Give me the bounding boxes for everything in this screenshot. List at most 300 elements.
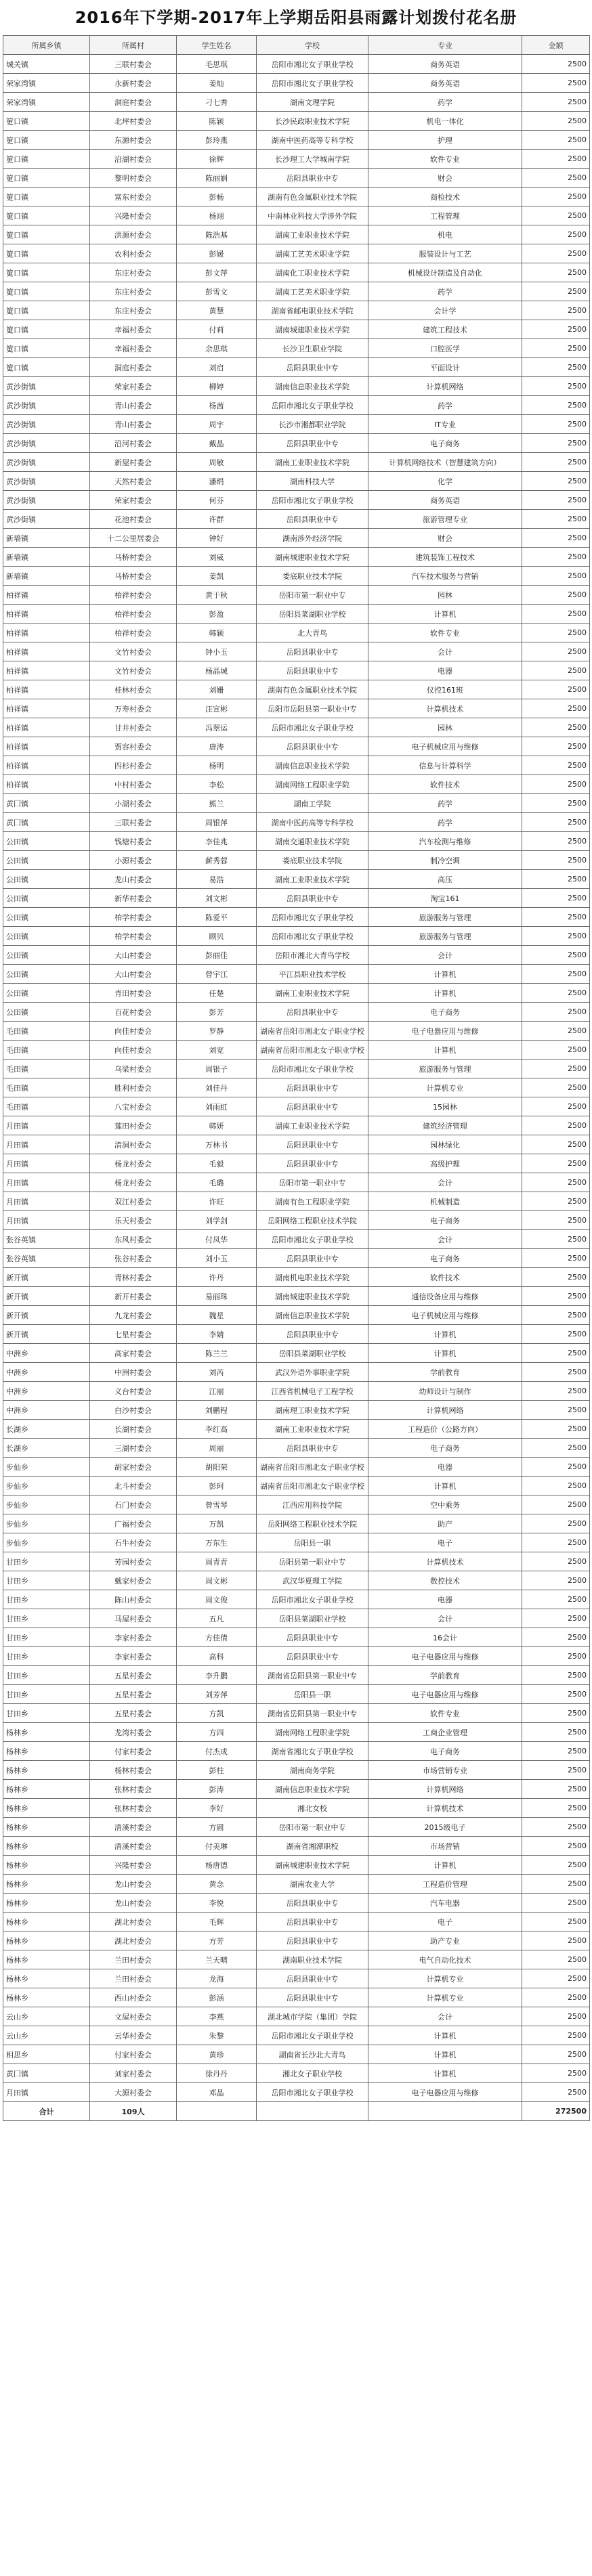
- cell-student-name: 杨翊: [177, 206, 257, 225]
- cell-amount: 2500: [522, 1894, 590, 1913]
- cell-amount: 2500: [522, 984, 590, 1003]
- cell-township: 公田镇: [3, 1003, 90, 1022]
- cell-school: 湖南网络工程职业学院: [257, 1723, 368, 1742]
- cell-major: 会计学: [368, 301, 522, 320]
- cell-major: 建筑装饰工程技术: [368, 548, 522, 567]
- cell-amount: 2500: [522, 244, 590, 263]
- table-row: [3, 1875, 590, 1894]
- cell-amount: 2500: [522, 1116, 590, 1135]
- cell-major: 商务英语: [368, 491, 522, 510]
- cell-township: 筻口镇: [3, 339, 90, 358]
- table-row: [3, 358, 590, 377]
- cell-major: 园林: [368, 718, 522, 737]
- table-row: [3, 1135, 590, 1154]
- cell-major: 助产: [368, 1514, 522, 1533]
- cell-school: 岳阳县一职: [257, 1685, 368, 1704]
- cell-township: 杨林乡: [3, 1931, 90, 1950]
- cell-student-name: 兰天晴: [177, 1950, 257, 1969]
- cell-school: 岳阳市湘北女子职业学校: [257, 491, 368, 510]
- cell-major: 平面设计: [368, 358, 522, 377]
- cell-township: 筻口镇: [3, 301, 90, 320]
- cell-school: 娄底职业技术学院: [257, 567, 368, 586]
- table-row: [3, 1723, 590, 1742]
- cell-student-name: 刘芮: [177, 1363, 257, 1382]
- table-row: [3, 661, 590, 680]
- cell-village: 义台村委会: [90, 1382, 177, 1401]
- cell-village: 刘家村委会: [90, 2064, 177, 2083]
- cell-amount: 2500: [522, 775, 590, 794]
- table-row: [3, 1363, 590, 1382]
- cell-township: 公田镇: [3, 908, 90, 927]
- page-title: 2016年下学期-2017年上学期岳阳县雨露计划拨付花名册: [75, 8, 517, 27]
- cell-major: 计算机: [368, 1344, 522, 1363]
- cell-amount: 2500: [522, 1969, 590, 1988]
- cell-school: 岳阳县职业中专: [257, 1097, 368, 1116]
- cell-major: 计算机技术: [368, 1552, 522, 1571]
- cell-student-name: 曾雪琴: [177, 1496, 257, 1514]
- cell-student-name: 柳婷: [177, 377, 257, 396]
- table-row: [3, 1552, 590, 1571]
- table-row: [3, 150, 590, 169]
- cell-major: 计算机网络: [368, 1401, 522, 1420]
- cell-amount: 2500: [522, 415, 590, 434]
- cell-school: 江西应用科技学院: [257, 1496, 368, 1514]
- cell-village: 北斗村委会: [90, 1477, 177, 1496]
- cell-village: 五星村委会: [90, 1685, 177, 1704]
- cell-amount: 2500: [522, 1060, 590, 1078]
- cell-township: 甘田乡: [3, 1609, 90, 1628]
- cell-village: 青山村委会: [90, 396, 177, 415]
- cell-amount: 2500: [522, 813, 590, 832]
- cell-township: 中洲乡: [3, 1363, 90, 1382]
- cell-village: 柏祥村委会: [90, 586, 177, 605]
- cell-student-name: 李红高: [177, 1420, 257, 1439]
- table-row: [3, 1097, 590, 1116]
- cell-village: 湖北村委会: [90, 1913, 177, 1931]
- cell-major: 商务英语: [368, 74, 522, 93]
- cell-student-name: 龙海: [177, 1969, 257, 1988]
- table-row: [3, 1913, 590, 1931]
- cell-school: 湖南工业职业技术学院: [257, 225, 368, 244]
- cell-major: 药学: [368, 813, 522, 832]
- cell-township: 黄沙街镇: [3, 377, 90, 396]
- cell-student-name: 刘小玉: [177, 1249, 257, 1268]
- cell-student-name: 易浩: [177, 870, 257, 889]
- cell-village: 白沙村委会: [90, 1401, 177, 1420]
- cell-major: 制冷空调: [368, 851, 522, 870]
- cell-major: 旅游服务与管理: [368, 1060, 522, 1078]
- table-row: [3, 813, 590, 832]
- cell-major: 计算机技术: [368, 1799, 522, 1818]
- cell-amount: 2500: [522, 1306, 590, 1325]
- cell-major: 药学: [368, 93, 522, 112]
- cell-school: 湖南省长沙北大青鸟: [257, 2045, 368, 2064]
- cell-school: 湖南信息职业技术学院: [257, 377, 368, 396]
- cell-amount: 2500: [522, 870, 590, 889]
- table-row: [3, 131, 590, 150]
- cell-township: 公田镇: [3, 984, 90, 1003]
- cell-township: 步仙乡: [3, 1477, 90, 1496]
- cell-major: 机械设计制造及自动化: [368, 263, 522, 282]
- cell-major: 园林: [368, 586, 522, 605]
- cell-amount: 2500: [522, 699, 590, 718]
- cell-village: 张林村委会: [90, 1799, 177, 1818]
- cell-township: 筻口镇: [3, 206, 90, 225]
- cell-township: 黄囗镇: [3, 2064, 90, 2083]
- table-row: [3, 188, 590, 206]
- table-row: [3, 605, 590, 624]
- cell-student-name: 邓晶: [177, 2083, 257, 2102]
- cell-school: 岳阳县一职: [257, 1533, 368, 1552]
- cell-school: 岳阳县职业中专: [257, 1249, 368, 1268]
- cell-amount: 2500: [522, 624, 590, 642]
- cell-major: 助产专业: [368, 1931, 522, 1950]
- cell-village: 芳园村委会: [90, 1552, 177, 1571]
- cell-student-name: 周宇: [177, 415, 257, 434]
- cell-township: 柏祥镇: [3, 642, 90, 661]
- cell-school: 湖南工业职业技术学院: [257, 984, 368, 1003]
- cell-village: 广福村委会: [90, 1514, 177, 1533]
- cell-township: 毛田镇: [3, 1060, 90, 1078]
- cell-amount: 2500: [522, 1514, 590, 1533]
- cell-student-name: 易丽珠: [177, 1287, 257, 1306]
- cell-major: 15园林: [368, 1097, 522, 1116]
- cell-amount: 2500: [522, 1268, 590, 1287]
- cell-township: 筻口镇: [3, 320, 90, 339]
- cell-village: 九龙村委会: [90, 1306, 177, 1325]
- cell-student-name: 刘学剑: [177, 1211, 257, 1230]
- cell-school: 湖南城建职业技术学院: [257, 548, 368, 567]
- cell-village: 荣家村委会: [90, 377, 177, 396]
- cell-amount: 2500: [522, 548, 590, 567]
- cell-village: 黎明村委会: [90, 169, 177, 188]
- cell-township: 月田镇: [3, 1192, 90, 1211]
- cell-school: 岳阳县菜湖职业学校: [257, 605, 368, 624]
- cell-major: 药学: [368, 396, 522, 415]
- cell-major: 淘宝161: [368, 889, 522, 908]
- table-row: [3, 851, 590, 870]
- table-row: [3, 1287, 590, 1306]
- cell-school: 湖南中医药高等专科学校: [257, 131, 368, 150]
- cell-township: 相思乡: [3, 2045, 90, 2064]
- cell-school: 湘北女子职业学校: [257, 2064, 368, 2083]
- cell-major: 电子电器应用与维修: [368, 2083, 522, 2102]
- cell-village: 青林村委会: [90, 1268, 177, 1287]
- table-row: [3, 1211, 590, 1230]
- total-empty-cell: [257, 2102, 368, 2121]
- cell-amount: 2500: [522, 1666, 590, 1685]
- cell-school: 长沙民政职业技术学院: [257, 112, 368, 131]
- table-row: [3, 984, 590, 1003]
- table-row: [3, 529, 590, 548]
- column-header-major: 专业: [368, 36, 522, 55]
- cell-township: 毛田镇: [3, 1097, 90, 1116]
- cell-village: 天然村委会: [90, 472, 177, 491]
- cell-student-name: 陈爱平: [177, 908, 257, 927]
- cell-amount: 2500: [522, 301, 590, 320]
- cell-village: 龙山村委会: [90, 870, 177, 889]
- cell-major: 软件技术: [368, 775, 522, 794]
- cell-township: 杨林乡: [3, 1799, 90, 1818]
- cell-amount: 2500: [522, 1401, 590, 1420]
- cell-township: 新墙镇: [3, 529, 90, 548]
- cell-township: 黄沙街镇: [3, 472, 90, 491]
- cell-major: 软件专业: [368, 1704, 522, 1723]
- cell-township: 公田镇: [3, 851, 90, 870]
- cell-school: 湖南涉外经济学院: [257, 529, 368, 548]
- cell-amount: 2500: [522, 794, 590, 813]
- cell-village: 大山村委会: [90, 946, 177, 965]
- table-row: [3, 548, 590, 567]
- cell-major: 会计: [368, 642, 522, 661]
- cell-student-name: 薪秀蓉: [177, 851, 257, 870]
- cell-amount: 2500: [522, 1742, 590, 1761]
- cell-school: 湖南城建职业技术学院: [257, 320, 368, 339]
- cell-township: 杨林乡: [3, 1988, 90, 2007]
- cell-major: 信息与计算科学: [368, 756, 522, 775]
- cell-township: 黄沙街镇: [3, 491, 90, 510]
- cell-amount: 2500: [522, 282, 590, 301]
- cell-amount: 2500: [522, 1344, 590, 1363]
- cell-student-name: 罗静: [177, 1022, 257, 1041]
- table-row: [3, 2026, 590, 2045]
- cell-amount: 2500: [522, 642, 590, 661]
- table-row: [3, 1533, 590, 1552]
- cell-village: 湖北村委会: [90, 1931, 177, 1950]
- table-row: [3, 870, 590, 889]
- cell-village: 五星村委会: [90, 1704, 177, 1723]
- cell-village: 东风村委会: [90, 1230, 177, 1249]
- cell-township: 公田镇: [3, 927, 90, 946]
- cell-village: 东庄村委会: [90, 282, 177, 301]
- cell-village: 洞庭村委会: [90, 93, 177, 112]
- cell-township: 城关镇: [3, 55, 90, 74]
- cell-major: 财会: [368, 529, 522, 548]
- cell-major: 旅游服务与管理: [368, 927, 522, 946]
- cell-amount: 2500: [522, 377, 590, 396]
- cell-school: 岳阳市湘北女子职业学校: [257, 1060, 368, 1078]
- cell-student-name: 李悦: [177, 1894, 257, 1913]
- cell-student-name: 彭畅: [177, 188, 257, 206]
- cell-village: 戴家村委会: [90, 1571, 177, 1590]
- cell-amount: 2500: [522, 74, 590, 93]
- cell-major: 电子商务: [368, 1439, 522, 1458]
- table-row: [3, 1685, 590, 1704]
- cell-major: 会计: [368, 1609, 522, 1628]
- cell-amount: 2500: [522, 1533, 590, 1552]
- cell-school: 湖南工艺美术职业学院: [257, 282, 368, 301]
- cell-major: 电子商务: [368, 1003, 522, 1022]
- cell-major: 学前教育: [368, 1666, 522, 1685]
- cell-village: 沿河村委会: [90, 434, 177, 453]
- cell-village: 东庄村委会: [90, 263, 177, 282]
- cell-major: 电器: [368, 1458, 522, 1477]
- cell-township: 月田镇: [3, 2083, 90, 2102]
- cell-village: 清溪村委会: [90, 1837, 177, 1856]
- cell-major: 会计: [368, 2007, 522, 2026]
- table-row: [3, 1894, 590, 1913]
- table-row: [3, 282, 590, 301]
- cell-school: 岳阳县职业中专: [257, 1078, 368, 1097]
- table-row: [3, 1799, 590, 1818]
- table-row: [3, 1969, 590, 1988]
- cell-township: 公田镇: [3, 832, 90, 851]
- cell-major: 计算机: [368, 1041, 522, 1060]
- cell-amount: 2500: [522, 358, 590, 377]
- cell-amount: 2500: [522, 1078, 590, 1097]
- cell-major: 机电: [368, 225, 522, 244]
- cell-township: 新墙镇: [3, 567, 90, 586]
- cell-township: 毛田镇: [3, 1041, 90, 1060]
- cell-amount: 2500: [522, 1211, 590, 1230]
- cell-township: 柏祥镇: [3, 718, 90, 737]
- cell-major: 机械制造: [368, 1192, 522, 1211]
- cell-village: 胜利村委会: [90, 1078, 177, 1097]
- total-row: [3, 2102, 590, 2121]
- cell-school: 湖南职业技术学院: [257, 1950, 368, 1969]
- cell-village: 石牛村委会: [90, 1533, 177, 1552]
- cell-township: 杨林乡: [3, 1761, 90, 1780]
- table-row: [3, 1742, 590, 1761]
- cell-student-name: 彭文萍: [177, 263, 257, 282]
- cell-village: 十二公里居委会: [90, 529, 177, 548]
- cell-amount: 2500: [522, 150, 590, 169]
- cell-village: 沿湖村委会: [90, 150, 177, 169]
- cell-amount: 2500: [522, 1988, 590, 2007]
- cell-major: 电子机械应用与维修: [368, 737, 522, 756]
- cell-major: 电子电器应用与维修: [368, 1685, 522, 1704]
- cell-village: 莲田村委会: [90, 1116, 177, 1135]
- cell-school: 岳阳县职业中专: [257, 1439, 368, 1458]
- cell-village: 马屋村委会: [90, 1609, 177, 1628]
- cell-school: 岳阳市湘北女子职业学校: [257, 718, 368, 737]
- cell-amount: 2500: [522, 169, 590, 188]
- cell-amount: 2500: [522, 188, 590, 206]
- cell-school: 湖南文理学院: [257, 93, 368, 112]
- cell-village: 柏祥村委会: [90, 624, 177, 642]
- cell-village: 兰田村委会: [90, 1950, 177, 1969]
- cell-village: 张谷村委会: [90, 1249, 177, 1268]
- cell-student-name: 刘姗: [177, 680, 257, 699]
- cell-student-name: 胡阳荣: [177, 1458, 257, 1477]
- cell-village: 洞庭村委会: [90, 358, 177, 377]
- cell-school: 岳阳县菜湖职业学校: [257, 1609, 368, 1628]
- cell-major: 电子商务: [368, 1211, 522, 1230]
- cell-major: 计算机: [368, 2026, 522, 2045]
- cell-school: 湖南省岳阳市湘北女子职业学校: [257, 1041, 368, 1060]
- cell-village: 北坪村委会: [90, 112, 177, 131]
- table-row: [3, 1116, 590, 1135]
- cell-school: 湖南中医药高等专科学校: [257, 813, 368, 832]
- cell-township: 张谷英镇: [3, 1230, 90, 1249]
- cell-township: 黄沙街镇: [3, 510, 90, 529]
- cell-major: 电子机械应用与维修: [368, 1306, 522, 1325]
- cell-school: 岳阳县菜湖职业学校: [257, 1344, 368, 1363]
- cell-major: 电子商务: [368, 1249, 522, 1268]
- table-row: [3, 1325, 590, 1344]
- cell-township: 筻口镇: [3, 263, 90, 282]
- cell-township: 月田镇: [3, 1154, 90, 1173]
- cell-village: 万寿村委会: [90, 699, 177, 718]
- cell-township: 柏祥镇: [3, 624, 90, 642]
- cell-student-name: 李好: [177, 1799, 257, 1818]
- cell-amount: 2500: [522, 1875, 590, 1894]
- cell-township: 甘田乡: [3, 1704, 90, 1723]
- cell-township: 杨林乡: [3, 1950, 90, 1969]
- table-row: [3, 1401, 590, 1420]
- cell-village: 李家村委会: [90, 1628, 177, 1647]
- cell-school: 湖南工业职业技术学院: [257, 870, 368, 889]
- cell-township: 中洲乡: [3, 1382, 90, 1401]
- cell-amount: 2500: [522, 1609, 590, 1628]
- cell-township: 月田镇: [3, 1135, 90, 1154]
- cell-major: 16会计: [368, 1628, 522, 1647]
- cell-school: 湖南省岳阳市湘北女子职业学校: [257, 1022, 368, 1041]
- cell-student-name: 付凤华: [177, 1230, 257, 1249]
- cell-student-name: 姜灿: [177, 74, 257, 93]
- table-row: [3, 225, 590, 244]
- cell-student-name: 彭珂: [177, 1477, 257, 1496]
- cell-amount: 2500: [522, 1154, 590, 1173]
- cell-village: 三联村委会: [90, 55, 177, 74]
- cell-township: 杨林乡: [3, 1837, 90, 1856]
- cell-school: 北大青鸟: [257, 624, 368, 642]
- cell-student-name: 钟好: [177, 529, 257, 548]
- cell-school: 岳阳市湘北女子职业学校: [257, 2026, 368, 2045]
- cell-student-name: 彭柱: [177, 1761, 257, 1780]
- cell-amount: 2500: [522, 1041, 590, 1060]
- cell-village: 云华村委会: [90, 2026, 177, 2045]
- cell-school: 长沙市湘都职业学院: [257, 415, 368, 434]
- cell-student-name: 刘佳丹: [177, 1078, 257, 1097]
- cell-amount: 2500: [522, 453, 590, 472]
- cell-school: 岳阳网络工程职业技术学院: [257, 1514, 368, 1533]
- cell-student-name: 李燕: [177, 2007, 257, 2026]
- cell-school: 湖南交通职业技术学院: [257, 832, 368, 851]
- cell-student-name: 许丹: [177, 1268, 257, 1287]
- cell-student-name: 付杰成: [177, 1742, 257, 1761]
- cell-township: 公田镇: [3, 889, 90, 908]
- cell-school: 岳阳县职业中专: [257, 1003, 368, 1022]
- cell-township: 柏祥镇: [3, 680, 90, 699]
- cell-village: 青山村委会: [90, 415, 177, 434]
- cell-amount: 2500: [522, 586, 590, 605]
- table-row: [3, 927, 590, 946]
- cell-school: 湖南有色金属职业技术学院: [257, 188, 368, 206]
- cell-village: 龙山村委会: [90, 1894, 177, 1913]
- table-row: [3, 1003, 590, 1022]
- cell-amount: 2500: [522, 339, 590, 358]
- cell-township: 甘田乡: [3, 1685, 90, 1704]
- cell-school: 岳阳县职业中专: [257, 1894, 368, 1913]
- cell-township: 长湖乡: [3, 1420, 90, 1439]
- table-row: [3, 1060, 590, 1078]
- cell-amount: 2500: [522, 112, 590, 131]
- cell-school: 岳阳市岳阳县第一职业中专: [257, 699, 368, 718]
- cell-township: 筻口镇: [3, 358, 90, 377]
- total-empty-cell: [177, 2102, 257, 2121]
- table-row: [3, 1856, 590, 1875]
- cell-school: 岳阳县职业中专: [257, 1135, 368, 1154]
- cell-school: 岳阳县职业中专: [257, 1647, 368, 1666]
- cell-student-name: 许群: [177, 510, 257, 529]
- table-row: [3, 2083, 590, 2102]
- cell-major: 会计: [368, 946, 522, 965]
- total-count: 109人: [90, 2102, 177, 2121]
- cell-school: 岳阳市湘北女子职业学校: [257, 74, 368, 93]
- cell-school: 岳阳市湘北女子职业学校: [257, 1230, 368, 1249]
- cell-school: 江西省机械电子工程学校: [257, 1382, 368, 1401]
